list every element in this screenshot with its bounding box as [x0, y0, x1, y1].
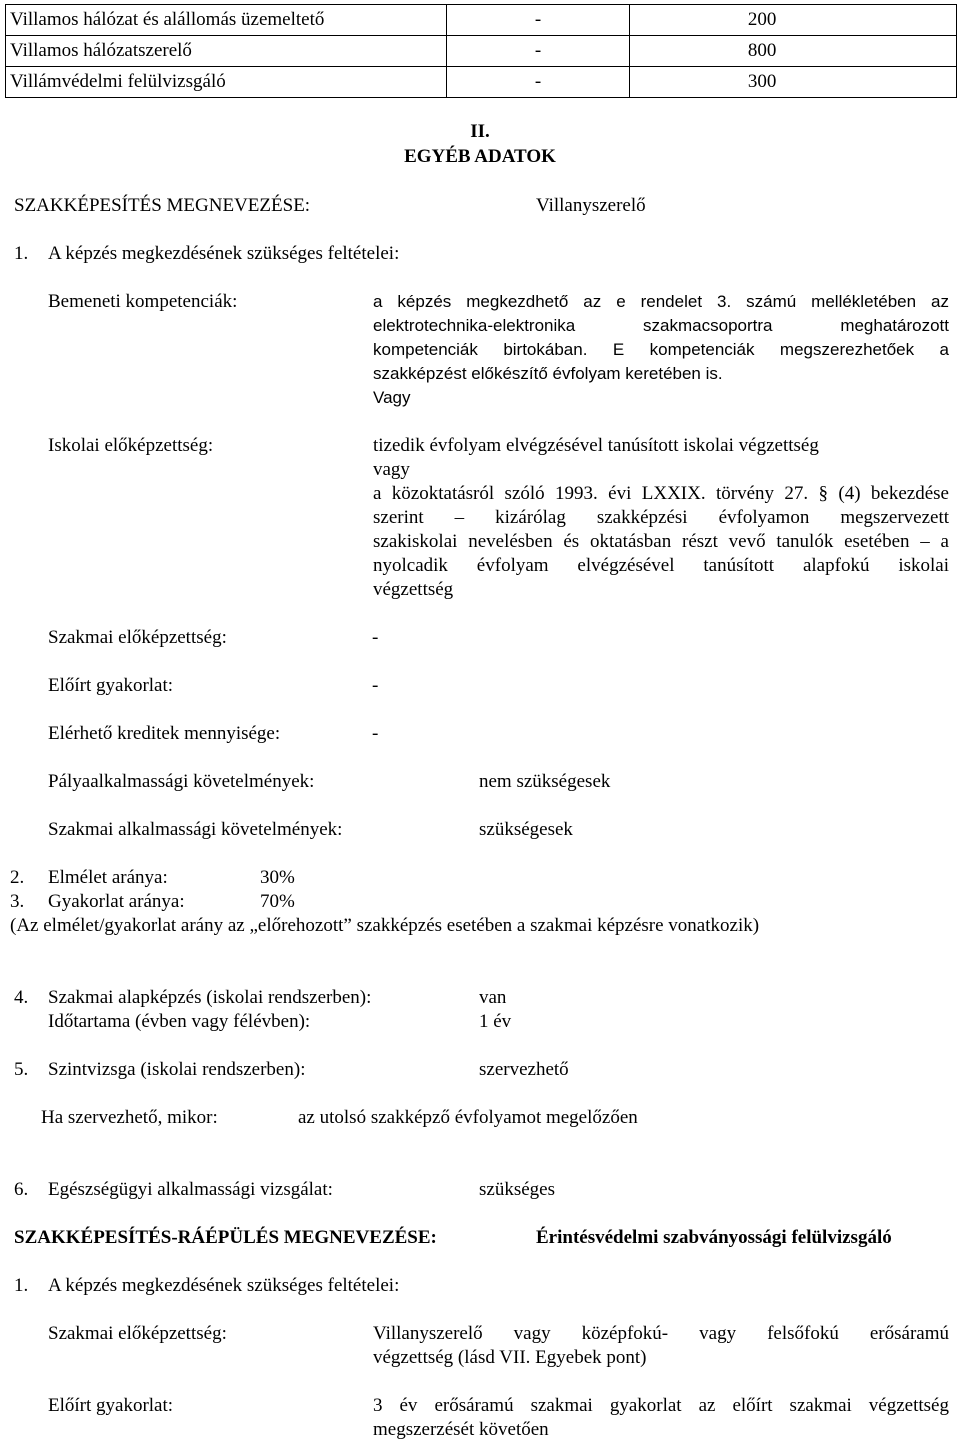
- career-suitability-value: nem szükségesek: [479, 771, 611, 792]
- professional-suitability-value: szükségesek: [479, 819, 573, 840]
- text-line: tizedik évfolyam elvégzésével tanúsított iskolai végzettség: [373, 435, 819, 456]
- level-exam-label: Szintvizsga (iskolai rendszerben):: [48, 1059, 306, 1080]
- professional-prerequisite-value: -: [372, 627, 379, 648]
- table-row: [6, 67, 957, 98]
- school-prerequisite-label: Iskolai előképzettség:: [48, 435, 214, 456]
- professional-suitability-label: Szakmai alkalmassági követelmények:: [48, 819, 343, 840]
- item-number: 1.: [14, 243, 29, 264]
- text-line: végzettség (lásd VII. Egyebek pont): [373, 1347, 647, 1368]
- credits-label: Elérhető kreditek mennyisége:: [48, 723, 281, 744]
- item-text: A képzés megkezdésének szükséges feltételei:: [48, 243, 400, 264]
- professional-prerequisite-label: Szakmai előképzettség:: [48, 627, 227, 648]
- entry-competence-text: [373, 290, 949, 410]
- entry-competence-label: Bemeneti kompetenciák:: [48, 291, 238, 312]
- table-row: [6, 36, 957, 67]
- practice-ratio-label: Gyakorlat aránya:: [48, 891, 185, 912]
- table-cell: 200: [629, 5, 956, 36]
- advanced-qualification-label: SZAKKÉPESÍTÉS-RÁÉPÜLÉS MEGNEVEZÉSE:: [14, 1227, 437, 1248]
- text-line: végzettség: [373, 579, 454, 600]
- ratio-note: (Az elmélet/gyakorlat arány az „előrehozott” szakképzés esetében a szakmai képzésre vonatkozik): [10, 915, 760, 936]
- adv-professional-prerequisite-text: [373, 1322, 949, 1370]
- text-line: Vagy: [373, 388, 411, 407]
- occupation-table: [5, 4, 957, 98]
- item-number: 6.: [14, 1179, 29, 1200]
- section-number: II.: [470, 121, 490, 142]
- table-cell: 800: [629, 36, 956, 67]
- text-line: a képzés megkezdhető az e rendelet 3. számú mellékletében az: [373, 292, 949, 311]
- item-text: A képzés megkezdésének szükséges feltételei:: [48, 1275, 400, 1296]
- table-cell: Villamos hálózat és alállomás üzemeltető: [6, 5, 447, 36]
- text-line: szerint – kizárólag szakképzési évfolyamon megszervezett: [373, 507, 949, 528]
- career-suitability-label: Pályaalkalmassági követelmények:: [48, 771, 315, 792]
- basic-training-label: Szakmai alapképzés (iskolai rendszerben):: [48, 987, 372, 1008]
- advanced-qualification-value: Érintésvédelmi szabványossági felülvizsgáló: [536, 1227, 892, 1248]
- text-line: 3 év erősáramú szakmai gyakorlat az előírt szakmai végzettség: [373, 1395, 949, 1416]
- text-line: elektrotechnika-elektronika szakmacsoportra meghatározott: [373, 316, 949, 335]
- item-number: 3.: [10, 891, 25, 912]
- level-exam-when-value: az utolsó szakképző évfolyamot megelőzően: [298, 1107, 638, 1128]
- duration-value: 1 év: [479, 1011, 512, 1032]
- table-cell: -: [447, 5, 630, 36]
- table-cell: Villámvédelmi felülvizsgáló: [6, 67, 447, 98]
- qualification-label: SZAKKÉPESÍTÉS MEGNEVEZÉSE:: [14, 195, 311, 216]
- adv-required-practice-text: [373, 1394, 949, 1442]
- text-line: nyolcadik évfolyam elvégzésével tanúsított alapfokú iskolai: [373, 555, 949, 576]
- item-number: 4.: [14, 987, 29, 1008]
- health-exam-label: Egészségügyi alkalmassági vizsgálat:: [48, 1179, 333, 1200]
- table-row: [6, 5, 957, 36]
- theory-ratio-value: 30%: [260, 867, 295, 888]
- theory-ratio-label: Elmélet aránya:: [48, 867, 168, 888]
- text-line: vagy: [373, 459, 410, 480]
- text-line: szakiskolai nevelésben és oktatásban részt vevő tanulók esetében – a: [373, 531, 949, 552]
- required-practice-value: -: [372, 675, 379, 696]
- adv-professional-prerequisite-label: Szakmai előképzettség:: [48, 1323, 227, 1344]
- text-line: kompetenciák birtokában. E kompetenciák megszerezhetőek a: [373, 340, 949, 359]
- item-number: 2.: [10, 867, 25, 888]
- table-cell: -: [447, 36, 630, 67]
- text-line: Villanyszerelő vagy középfokú- vagy felsőfokú erősáramú: [373, 1323, 949, 1344]
- credits-value: -: [372, 723, 379, 744]
- item-number: 1.: [14, 1275, 29, 1296]
- item-number: 5.: [14, 1059, 29, 1080]
- practice-ratio-value: 70%: [260, 891, 295, 912]
- adv-required-practice-label: Előírt gyakorlat:: [48, 1395, 174, 1416]
- required-practice-label: Előírt gyakorlat:: [48, 675, 174, 696]
- school-prerequisite-text: [373, 434, 949, 602]
- text-line: megszerzését követően: [373, 1419, 549, 1440]
- qualification-value: Villanyszerelő: [536, 195, 646, 216]
- table-cell: 300: [629, 67, 956, 98]
- section-title: EGYÉB ADATOK: [404, 146, 556, 167]
- level-exam-value: szervezhető: [479, 1059, 569, 1080]
- table-cell: -: [447, 67, 630, 98]
- text-line: a közoktatásról szóló 1993. évi LXXIX. törvény 27. § (4) bekezdése: [373, 483, 949, 504]
- duration-label: Időtartama (évben vagy félévben):: [48, 1011, 311, 1032]
- basic-training-value: van: [479, 987, 507, 1008]
- health-exam-value: szükséges: [479, 1179, 555, 1200]
- level-exam-when-label: Ha szervezhető, mikor:: [41, 1107, 218, 1128]
- text-line: szakképzést előkészítő évfolyam keretében is.: [373, 364, 723, 383]
- table-cell: Villamos hálózatszerelő: [6, 36, 447, 67]
